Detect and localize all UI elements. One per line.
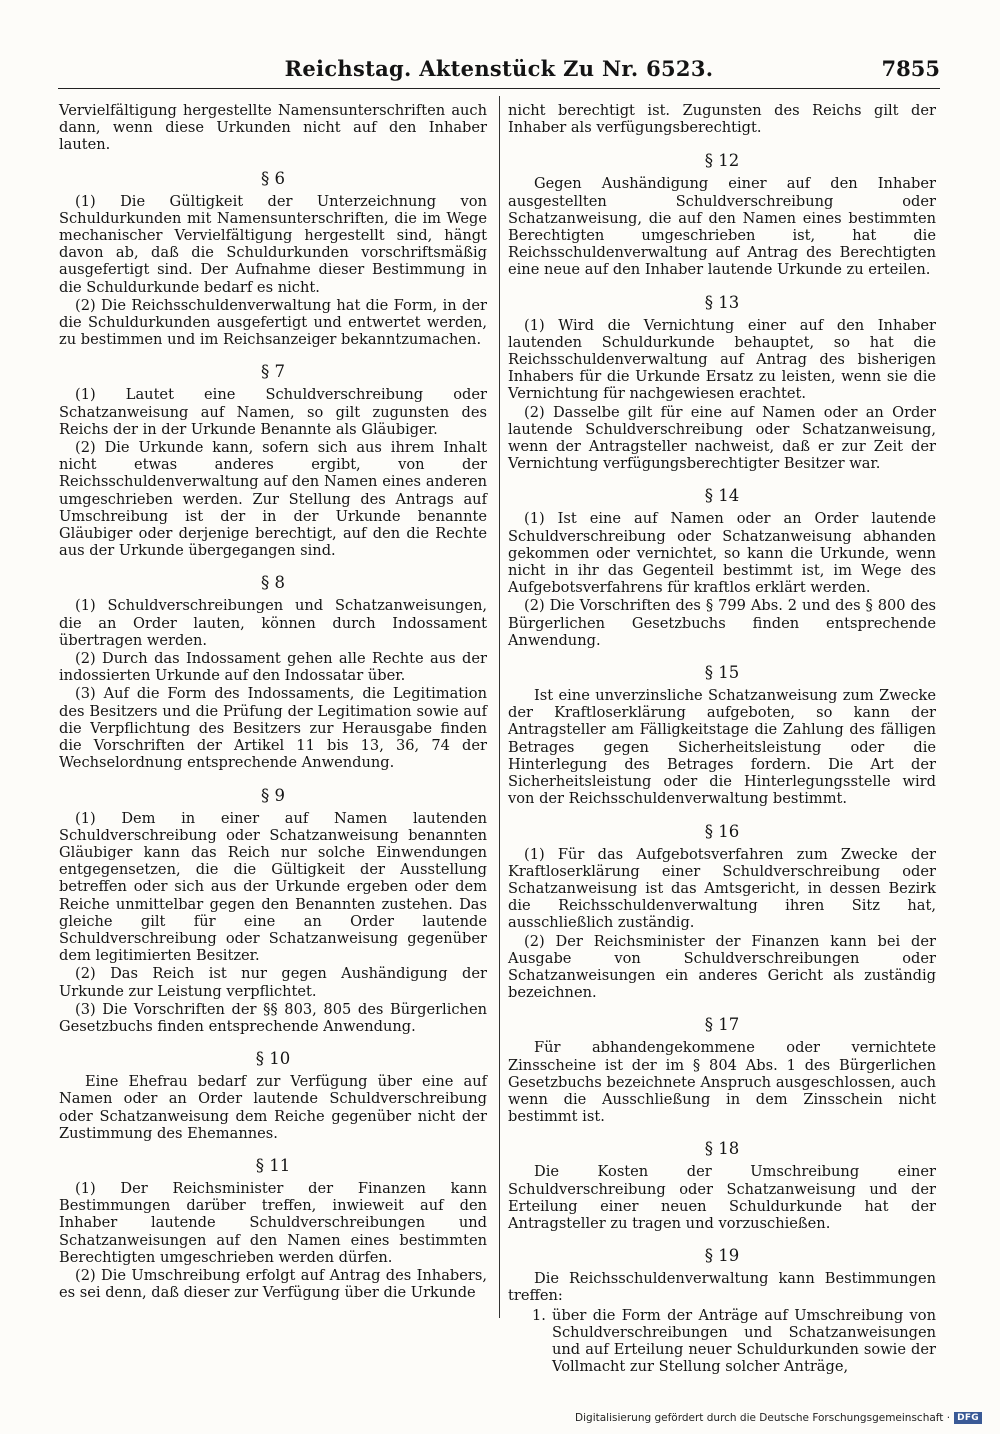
paragraph: (2) Das Reich ist nur gegen Aushändigung der Urkunde zur Leistung verpflichtet. <box>59 965 487 1000</box>
paragraph: (1) Wird die Vernichtung einer auf den Inhaber lautenden Schuldurkunde behauptet, so hat die Reichsschuldenverwaltung auf Antrag des bisherigen Inhabers für die Urkunde Ersatz zu leisten, wenn sie die Vernichtung für nachgewiesen erachtet. <box>508 316 936 403</box>
paragraph: Für abhandengekommene oder vernichtete Zinsscheine ist der im § 804 Abs. 1 des Bürgerlichen Gesetzbuchs bezeichnete Anspruch ausgeschlossen, auch wenn die Ausschließung in dem Zinsschein nicht bestimmt ist. <box>508 1039 936 1126</box>
header-rule <box>58 88 940 89</box>
paragraph: (1) Lautet eine Schuldverschreibung oder Schatzanweisung auf Namen, so gilt zugunsten des Reichs der in der Urkunde Benannte als Gläubiger. <box>59 386 487 438</box>
section-heading: § 13 <box>704 292 740 312</box>
page-header <box>58 56 940 86</box>
paragraph: (3) Auf die Form des Indossaments, die Legitimation des Besitzers und die Prüfung der Legitimation sowie auf die Verpflichtung des Besitzers zur Herausgabe finden die Vorschriften der Artikel 11 bis 13, 36, 74 der Wechselordnung entsprechende Anwendung. <box>59 685 487 772</box>
running-title: Reichstag. Aktenstück Zu Nr. 6523. <box>284 56 714 81</box>
paragraph: Ist eine unverzinsliche Schatzanweisung zum Zwecke der Kraftloserklärung aufgeboten, so kann der Antragsteller am Fälligkeitstage die Zahlung des fälligen Betrages gegen Sicherheitsleistung oder die Hinterlegung des Betrages fordern. Die Art der Sicherheitsleistung oder die Hinterlegungsstelle wird von der Reichsschuldenverwaltung bestimmt. <box>508 687 936 808</box>
section-heading: § 7 <box>261 362 285 382</box>
column-divider <box>499 96 500 1318</box>
left-column <box>59 102 487 1302</box>
section-heading: § 9 <box>261 785 285 805</box>
paragraph: Die Kosten der Umschreibung einer Schuldverschreibung oder Schatzanweisung und der Erteilung einer neuen Schuldurkunde hat der Antragsteller zu tragen und vorzuschießen. <box>508 1163 936 1232</box>
paragraph: (1) Für das Aufgebotsverfahren zum Zwecke der Kraftloserklärung einer Schuldverschreibung oder Schatzanweisung ist das Amtsgericht, in dessen Bezirk die Reichsschuldenverwaltung ihren Sitz hat, ausschließlich zuständig. <box>508 845 936 932</box>
paragraph: Die Reichsschuldenverwaltung kann Bestimmungen treffen: <box>508 1270 936 1305</box>
paragraph: (2) Die Reichsschuldenverwaltung hat die Form, in der die Schuldurkunden ausgefertigt und entwertet werden, zu bestimmen und im Reichsanzeiger bekanntzumachen. <box>59 296 487 349</box>
paragraph: (3) Die Vorschriften der §§ 803, 805 des Bürgerlichen Gesetzbuchs finden entsprechende Anwendung. <box>59 1000 487 1035</box>
section-heading: § 16 <box>704 821 740 841</box>
right-column <box>508 102 936 1375</box>
paragraph: (1) Schuldverschreibungen und Schatzanweisungen, die an Order lauten, können durch Indossament übertragen werden. <box>59 597 487 649</box>
section-heading: § 6 <box>261 168 285 188</box>
digitization-credit <box>575 1412 982 1424</box>
paragraph: Vervielfältigung hergestellte Namensunterschriften auch dann, wenn diese Urkunden nicht auf den Inhaber lauten. <box>59 102 487 154</box>
paragraph: (1) Ist eine auf Namen oder an Order lautende Schuldverschreibung oder Schatzanweisung abhanden gekommen oder vernichtet, so kann die Urkunde, wenn nicht in ihr das Gegenteil bestimmt ist, im Wege des Aufgebotsverfahrens für kraftlos erklärt werden. <box>508 510 936 597</box>
section-heading: § 19 <box>704 1246 740 1266</box>
section-heading: § 10 <box>255 1049 291 1069</box>
section-heading: § 12 <box>704 151 740 171</box>
section-heading: § 18 <box>704 1139 740 1159</box>
section-heading: § 15 <box>704 663 740 683</box>
list-item <box>508 1307 936 1376</box>
section-heading: § 11 <box>255 1155 291 1175</box>
list-item-number: 1. <box>532 1306 546 1324</box>
paragraph: (1) Dem in einer auf Namen lautenden Schuldverschreibung oder Schatzanweisung benannten Gläubiger kann das Reich nur solche Einwendungen entgegensetzen, die die Gültigkeit der Ausstellung betreffen oder sich aus der Urkunde ergeben oder dem Reiche unmittelbar gegen den Benannten zustehen. Das gleiche gilt für eine an Order lautende Schuldverschreibung oder Schatzanweisung gegenüber dem legitimierten Besitzer. <box>59 809 487 965</box>
page-number: 7855 <box>881 56 940 81</box>
paragraph: (2) Dasselbe gilt für eine auf Namen oder an Order lautende Schuldverschreibung oder Schatzanweisung, wenn der Antragsteller nachweist, daß er zur Zeit der Vernichtung verfügungsberechtigter Besitzer war. <box>508 403 936 473</box>
paragraph: (1) Die Gültigkeit der Unterzeichnung von Schuldurkunden mit Namensunterschriften, die im Wege mechanischer Vervielfältigung hergestellt sind, hängt davon ab, daß die Schuldurkunden vorschriftsmäßig ausgefertigt sind. Der Aufnahme dieser Bestimmung in die Schuldurkunde bedarf es nicht. <box>59 192 487 296</box>
credit-text: Digitalisierung gefördert durch die Deutsche Forschungsgemeinschaft · <box>575 1412 951 1424</box>
paragraph: Gegen Aushändigung einer auf den Inhaber ausgestellten Schuldverschreibung oder Schatzanweisung, die auf den Namen eines bestimmten Berechtigten umgeschrieben ist, hat die Reichsschuldenverwaltung auf Antrag des Berechtigten eine neue auf den Inhaber lautende Urkunde zu erteilen. <box>508 175 936 279</box>
paragraph: (2) Durch das Indossament gehen alle Rechte aus der indossierten Urkunde auf den Indossatar über. <box>59 650 487 685</box>
paragraph: nicht berechtigt ist. Zugunsten des Reichs gilt der Inhaber als verfügungsberechtigt. <box>508 102 936 137</box>
section-heading: § 14 <box>704 486 740 506</box>
paragraph: (2) Die Urkunde kann, sofern sich aus ihrem Inhalt nicht etwas anderes ergibt, von der Reichsschuldenverwaltung auf den Namen eines anderen umgeschrieben werden. Zur Stellung des Antrags auf Umschreibung ist der in der Urkunde benannte Gläubiger oder derjenige berechtigt, auf den die Rechte aus der Urkunde übergegangen sind. <box>59 439 487 560</box>
list-item-text: über die Form der Anträge auf Umschreibung von Schuldverschreibungen und Schatzanweisungen und auf Erteilung neuer Schuldurkunden sowie der Vollmacht zur Stellung solcher Anträge, <box>552 1306 936 1376</box>
dfg-logo: DFG <box>954 1412 982 1424</box>
paragraph: (2) Die Vorschriften des § 799 Abs. 2 und des § 800 des Bürgerlichen Gesetzbuchs finden entsprechende Anwendung. <box>508 597 936 649</box>
paragraph: (1) Der Reichsminister der Finanzen kann Bestimmungen darüber treffen, inwieweit auf den Inhaber lautende Schuldverschreibungen und Schatzanweisungen auf den Namen eines bestimmten Berechtigten umgeschrieben werden dürfen. <box>59 1179 487 1266</box>
paragraph: (2) Der Reichsminister der Finanzen kann bei der Ausgabe von Schuldverschreibungen oder Schatzanweisungen ein anderes Gericht als zuständig bezeichnen. <box>508 932 936 1002</box>
paragraph: (2) Die Umschreibung erfolgt auf Antrag des Inhabers, es sei denn, daß dieser zur Verfügung über die Urkunde <box>59 1266 487 1302</box>
section-heading: § 17 <box>704 1015 740 1035</box>
paragraph: Eine Ehefrau bedarf zur Verfügung über eine auf Namen oder an Order lautende Schuldverschreibung oder Schatzanweisung dem Reiche gegenüber nicht der Zustimmung des Ehemannes. <box>59 1073 487 1142</box>
section-heading: § 8 <box>261 573 285 593</box>
